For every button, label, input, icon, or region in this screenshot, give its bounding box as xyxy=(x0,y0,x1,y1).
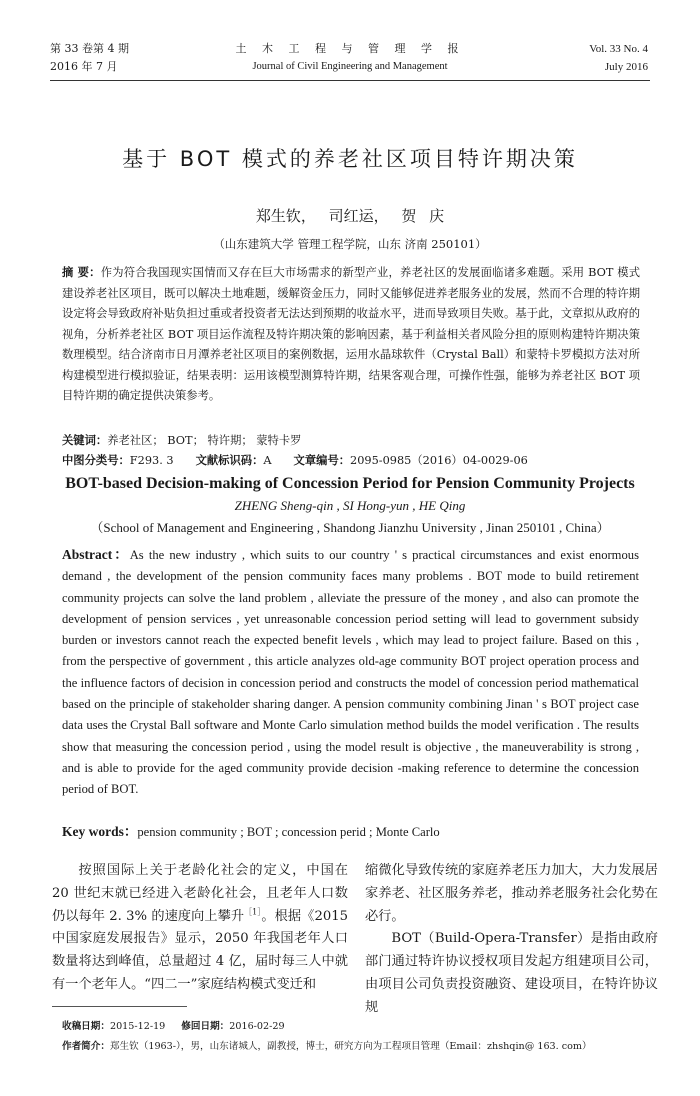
paper-title-en: BOT-based Decision-making of Concession Period for Pension Community Projects xyxy=(65,475,635,492)
footnote-divider xyxy=(52,1006,187,1007)
body-paragraph-1 xyxy=(52,860,348,997)
paper-title-cn: 基于 BOT 模式的养老社区项目特许期决策 xyxy=(122,147,578,171)
abstract-cn-label: 摘 要： xyxy=(62,266,101,279)
header-volume-en: Vol. 33 No. 4 xyxy=(589,43,648,55)
author-info-label: 作者简介： xyxy=(62,1041,110,1052)
abstract-en-label: Abstract： xyxy=(62,547,130,562)
article-no-label: 文章编号： xyxy=(293,454,351,467)
abstract-cn xyxy=(62,263,640,407)
author-info-text: 郑生钦（1963-），男，山东诸城人，副教授，博士，研究方向为工程项目管理（Email：zhshqin@ 163. com） xyxy=(109,1041,592,1052)
header-date-cn: 2016 年 7 月 xyxy=(50,60,118,73)
body-column-right xyxy=(365,860,658,1020)
body-column-left xyxy=(52,860,348,997)
doc-code-label: 文献标识码： xyxy=(195,454,264,467)
classification-line xyxy=(62,451,640,471)
header-volume-en-block xyxy=(589,40,648,76)
clc-value: F293. 3 xyxy=(129,454,174,467)
footnote-dates xyxy=(62,1019,285,1035)
keywords-en-text: pension community ; BOT ; concession perid ; Monte Carlo xyxy=(137,825,440,839)
header-journal-en: Journal of Civil Engineering and Management xyxy=(252,61,448,72)
keywords-cn xyxy=(62,431,640,451)
abstract-en xyxy=(62,544,639,801)
clc-label: 中图分类号： xyxy=(62,454,130,467)
keywords-cn-text: 养老社区； BOT； 特许期； 蒙特卡罗 xyxy=(107,434,302,447)
revised-date: 2016-02-29 xyxy=(229,1021,285,1032)
header-divider xyxy=(50,80,650,81)
body-paragraph-2: BOT（Build-Opera-Transfer）是指由政府部门通过特许协议授权项目发起方组建项目公司，由项目公司负责投资融资、建设项目，在特许协议规 xyxy=(365,931,658,1015)
citation-1: ［1］ xyxy=(244,907,262,917)
header-date-en: July 2016 xyxy=(604,61,648,73)
received-label: 收稿日期： xyxy=(62,1021,110,1032)
affiliation-cn: （山东建筑大学 管理工程学院，山东 济南 250101） xyxy=(213,237,487,251)
received-date: 2015-12-19 xyxy=(109,1021,166,1032)
affiliation-en: （School of Management and Engineering , Shandong Jianzhu University , Jinan 250101 , China） xyxy=(90,520,610,535)
body-paragraph-1-cont: 缩微化导致传统的家庭养老压力加大，大力发展居家养老、社区服务养老，推动养老服务社会化势在必行。 xyxy=(365,863,658,924)
header-journal-cn: 土 木 工 程 与 管 理 学 报 xyxy=(235,42,465,55)
authors-cn: 郑生钦， 司红运， 贺 庆 xyxy=(255,207,445,225)
header-volume-cn: 第 33 卷第 4 期 xyxy=(50,42,129,55)
article-no-value: 2095-0985（2016）04-0029-06 xyxy=(350,454,528,467)
body-text-1a: 按照国际上关于老龄化社会的定义，中国在 20 世纪末就已经进入老龄化社会，且老年人口数仍以每年 2. 3% 的速度向上攀升 xyxy=(52,863,348,924)
keywords-en xyxy=(62,820,639,840)
abstract-cn-text: 作为符合我国现实国情而又存在巨大市场需求的新型产业，养老社区的发展面临诸多难题。采用 BOT 模式建设养老社区项目，既可以解决土地难题，缓解资金压力，同时又能够促进养老服务业的发展，然而不合理的特许期设定将会导致政府补贴负担过重或者投资者无法达到预期的收益水平，进而导致项目失败。基于此，文章拟从政府的视角，分析养老社区 BOT 项目运作流程及特许期决策的影响因素，基于利益相关者风险分担的原则构建特许期决策数理模型。结合济南市日月潭养老社区项目的案例数据，运用水晶球软件（Crystal Ball）和蒙特卡罗模拟方法对所构建模型进行模拟验证，结果表明：运用该模型测算特许期，结果客观合理，可操作性强，能够为养老社区 BOT 项目特许期的确定提供决策参考。 xyxy=(62,266,641,402)
body-text-1b: 。根据《2015 中国家庭发展报告》显示，2050 年我国老年人口数量将达到峰值，总量超过 4 亿，届时每三人中就有一个老年人。“四二一”家庭结构模式变迁和 xyxy=(52,908,349,992)
keywords-en-label: Key words： xyxy=(62,824,138,839)
authors-en: ZHENG Sheng-qin , SI Hong-yun , HE Qing xyxy=(234,498,466,513)
footnote-author xyxy=(62,1039,592,1055)
keywords-cn-label: 关键词： xyxy=(62,434,108,447)
doc-code-value: A xyxy=(263,454,272,467)
abstract-en-text: As the new industry , which suits to our country ' s practical circumstances and exist enormous demand , the development of the pension community faces many problems . BOT mode to build retirement community projects can solve the land problem , alleviate the pressure of the money , and also can promote the development of pension services , yet unreasonable concession period setting will lead to government subsidy burden or investors cannot reach the expected benefit levels , which may lead to project failure. Based on this , from the perspective of government , this article analyzes old-age community BOT project operation process and the influence factors of decision in concession period and constructs the model of concession period mathematical based on the principle of stakeholder sharing danger. A pension community combining Jinan ' s BOT project case data uses the Crystal Ball software and Monte Carlo simulation method builds the model verification . The results show that measuring the concession period , using the model result is objective , the maneuverability is strong , and is able to provide for the aged community provide decision -making reference to determine the concession period of BOT. xyxy=(62,548,639,797)
revised-label: 修回日期： xyxy=(181,1021,230,1032)
